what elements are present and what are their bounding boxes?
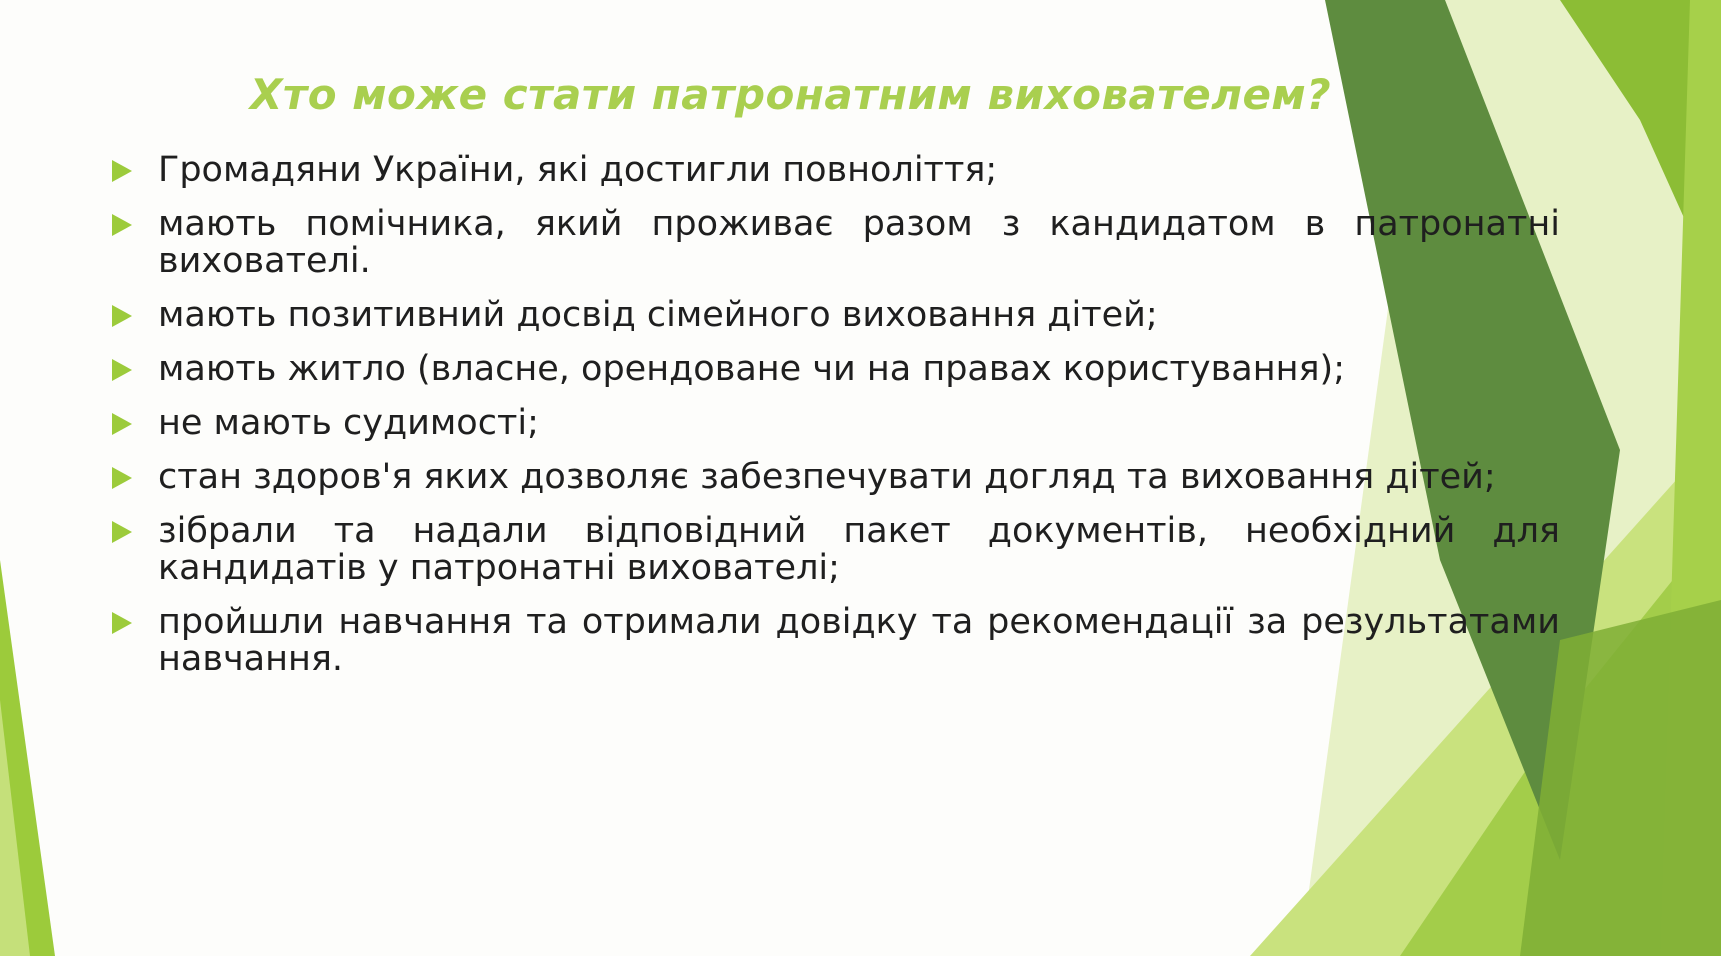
triangle-right-icon (112, 160, 132, 182)
list-item (110, 351, 1560, 388)
list-item-text: Громадяни України, які достигли повноліття; (158, 150, 998, 190)
list-item (110, 513, 1560, 587)
list-item-text: мають позитивний досвід сімейного виховання дітей; (158, 295, 1158, 335)
triangle-right-icon (112, 305, 132, 327)
triangle-right-icon (112, 467, 132, 489)
bullet-list (110, 152, 1560, 695)
list-item-text: мають помічника, який проживає разом з кандидатом в патронатні вихователі. (158, 204, 1560, 281)
triangle-right-icon (112, 612, 132, 634)
list-item (110, 405, 1560, 442)
list-item (110, 152, 1560, 189)
list-item-text: стан здоров'я яких дозволяє забезпечувати догляд та виховання дітей; (158, 457, 1496, 497)
triangle-right-icon (112, 521, 132, 543)
slide-title: Хто може стати патронатним вихователем? (250, 70, 1332, 119)
list-item (110, 604, 1560, 678)
list-item-text: мають житло (власне, орендоване чи на правах користування); (158, 349, 1345, 389)
list-item (110, 206, 1560, 280)
triangle-right-icon (112, 214, 132, 236)
list-item-text: пройшли навчання та отримали довідку та рекомендації за результатами навчання. (158, 602, 1560, 679)
list-item (110, 459, 1560, 496)
triangle-right-icon (112, 359, 132, 381)
triangle-right-icon (112, 413, 132, 435)
list-item (110, 297, 1560, 334)
list-item-text: не мають судимості; (158, 403, 539, 443)
list-item-text: зібрали та надали відповідний пакет документів, необхідний для кандидатів у патронатні вихователі; (158, 511, 1560, 588)
